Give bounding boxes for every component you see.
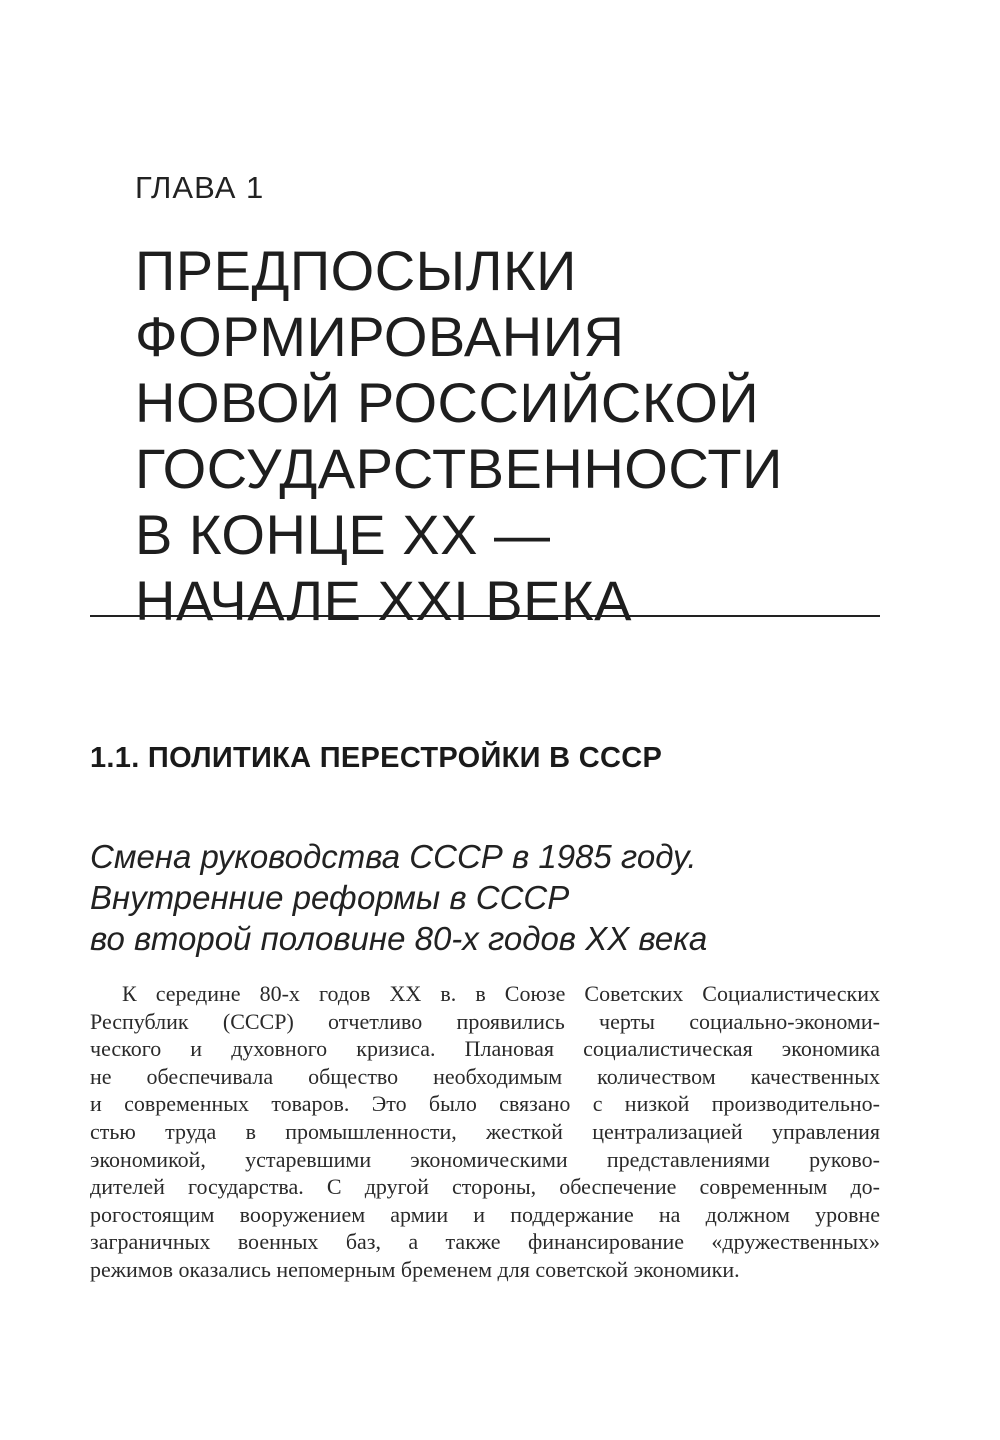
chapter-title-line: НАЧАЛЕ XXI ВЕКА [135, 569, 632, 632]
paragraph-line: экономикой, устаревшими экономическими представлениями руково- [90, 1146, 880, 1172]
section-heading: 1.1. ПОЛИТИКА ПЕРЕСТРОЙКИ В СССР [90, 742, 663, 774]
chapter-title-line: НОВОЙ РОССИЙСКОЙ [135, 371, 760, 434]
paragraph-line: дителей государства. С другой стороны, обеспечение современным до- [90, 1174, 880, 1200]
chapter-title-line: ФОРМИРОВАНИЯ [135, 305, 625, 368]
subheading-line: Внутренние реформы в СССР [90, 879, 570, 916]
paragraph-line: режимов оказались непомерным бременем для советской экономики. [90, 1256, 740, 1282]
subheading-line: во второй половине 80-х годов XX века [90, 920, 708, 957]
paragraph-line: ческого и духовного кризиса. Плановая социалистическая экономика [90, 1036, 880, 1062]
paragraph-line: К середине 80-х годов XX в. в Союзе Советских Социалистических [122, 981, 880, 1006]
chapter-label: ГЛАВА 1 [135, 170, 265, 205]
paragraph-line: и современных товаров. Это было связано с низкой производительно- [90, 1091, 880, 1117]
paragraph-line: стью труда в промышленности, жесткой централизацией управления [90, 1118, 880, 1144]
subheading-line: Смена руководства СССР в 1985 году. [90, 838, 697, 875]
body-paragraph [90, 980, 880, 1284]
chapter-title-line: ПРЕДПОСЫЛКИ [135, 239, 577, 302]
section-subheading [90, 836, 890, 959]
chapter-title-line: В КОНЦЕ XX — [135, 503, 551, 566]
paragraph-line: Республик (СССР) отчетливо проявились черты социально-экономи- [90, 1008, 880, 1034]
paragraph-line: не обеспечивала общество необходимым количеством качественных [90, 1063, 880, 1089]
chapter-title [135, 238, 895, 634]
title-divider [90, 615, 880, 617]
paragraph-line: рогостоящим вооружением армии и поддержание на должном уровне [90, 1201, 880, 1227]
paragraph-line: заграничных военных баз, а также финансирование «дружественных» [90, 1229, 880, 1255]
chapter-title-line: ГОСУДАРСТВЕННОСТИ [135, 437, 783, 500]
